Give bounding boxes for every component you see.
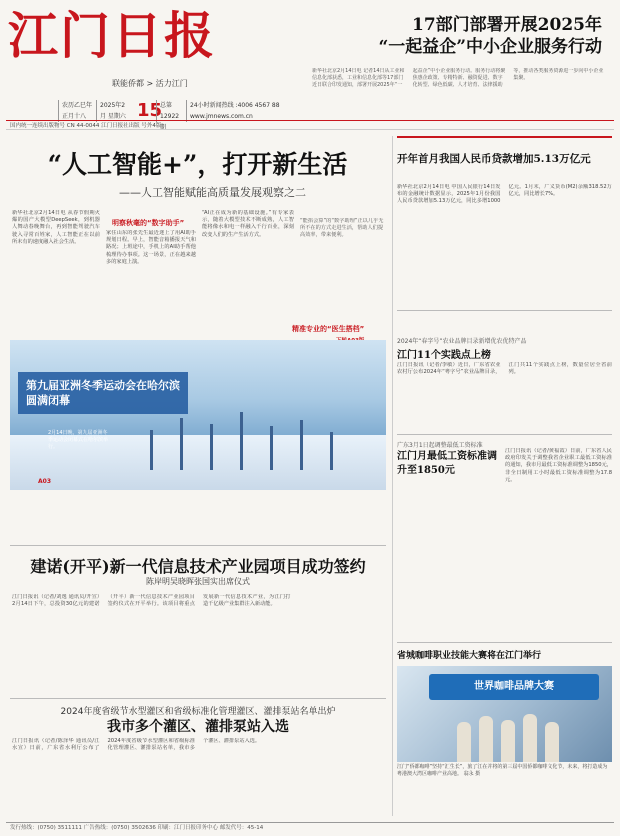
photo-page-tag: A03: [38, 478, 51, 485]
total-issue: 总第 12922期: [156, 100, 182, 122]
story2-headline[interactable]: 江门11个实践点上榜: [397, 350, 491, 361]
story2-body: 江门日报讯（记者/李敏）近日，广东省农业农村厅公布2024年“粤字号”农业品牌目录，江门共11个实践点上榜，数量位居全省前列。: [397, 362, 612, 376]
masthead-slogan: 联能侨都 > 活力江门: [112, 79, 188, 88]
main-story-col2: 家住山东的张先生最近迷上了用AI助手规划日程。早上，智能音箱播报天气和路况；上班途中，手机上的AI助手帮他梳理待办事项。这一场景，正在越来越多的家庭上演。: [106, 230, 196, 265]
lunar-date: 农历乙巳年 正月十八: [58, 100, 92, 122]
section-title-b: 精准专业的“医生搭档”: [292, 325, 365, 333]
masthead: [8, 6, 238, 86]
section-title-a: 明察秋毫的“数字助手”: [112, 219, 185, 227]
story1-body: 新华社北京2月14日电 中国人民银行14日发布的金融统计数据显示，2025年1月份我国人民币贷款增加5.13万亿元，同比多增1000亿元。1月末，广义货币(M2)余额318.52万亿元，同比增长7%。: [397, 184, 612, 205]
photo-caption: 2月14日晚，第九届亚洲冬季运动会闭幕式在哈尔滨举行。: [48, 430, 109, 450]
story3-kicker: 广东3月1日起调整最低工资标准: [397, 442, 483, 449]
story2-kicker: 2024年“春字号”农业品牌目录新增优农优特产品: [397, 338, 527, 345]
bottom-story-headline[interactable]: 我市多个灌区、灌排泵站入选: [107, 719, 289, 735]
coffee-photo-caption: 江门“侨都咖啡”坚持“汇生长”，旅了江在并将的第三届中国侨都咖啡文化节，未来，将打造成为粤港澳大湾区咖啡产业高地。 翁永 摄: [397, 764, 608, 777]
mid-story-headline[interactable]: 建诺(开平)新一代信息技术产业园项目成功签约: [30, 557, 366, 576]
top-headline-line2: “一起益企”中小企业服务行动: [378, 37, 602, 57]
asian-winter-games-photo: [10, 340, 386, 490]
mid-story-body: 江门日报讯（记者/刘逸 通讯员/开宣）2月14日下午，总投资30亿元的建诺（开平）新一代信息技术产业园项目签约仪式在开平举行。该项目将重点发展新一代信息技术产业，为江门打造千亿级产业集群注入新动能。: [12, 594, 291, 608]
main-story-headline[interactable]: “人工智能+”，打开新生活: [47, 150, 348, 179]
main-story-quote: “能掐会算”的“数字助理”正以几乎无所不在的方式走进生活，帮助人们提高效率，带来便利。: [300, 218, 384, 239]
issue-date: 2025年2月 星期六: [96, 100, 130, 122]
page-footer: 发行热线：(0750) 3511111 广告热线：(0750) 3502636 印刷：江门日报印务中心 邮发代号：45-14: [6, 822, 614, 832]
top-story-headline[interactable]: [282, 14, 602, 58]
publication-info-bar: 国内统一连续出版物号 CN 44-0044 江门日报社出版 号外4版: [6, 120, 614, 130]
coffee-competition-photo: [397, 666, 612, 762]
bottom-story-body: 江门日报讯（记者/陈泽华 通讯员/江水宣）日前，广东省水利厅公布了2024年度省级节水型灌区和省级标准化管理灌区、灌排泵站名单，我市多个灌区、灌排泵站入选。: [12, 738, 261, 752]
story3-headline[interactable]: 江门月最低工资标准调升至1850元: [397, 451, 497, 476]
photo-headline-label[interactable]: 第九届亚洲冬季运动会在哈尔滨圆满闭幕: [18, 372, 188, 414]
main-story-subhead: ——人工智能赋能高质量发展观察之二: [119, 186, 306, 199]
main-story-col1: 新华社北京2月14日电 从春节假期火爆的国产大模型DeepSeek，到机器人舞动春晚舞台，再到智能驾驶汽车驶入寻常百姓家，人工智能正在以前所未有的速度融入社会生活。: [12, 210, 100, 245]
mid-story-subhead: 陈岸明吴晓晖张国实出席仪式: [146, 577, 250, 586]
story3-body: 江门日报讯（记者/黄福霞）日前，广东省人民政府印发关于调整我省企业职工最低工资标准的通知，我市月最低工资标准调整为1850元，非全日制用工小时最低工资标准调整为17.8元。: [505, 448, 612, 483]
top-story-body: 新华社北京2月14日电 记者14日从工业和信息化部获悉，工业和信息化部等17部门近日联合印发通知，部署开展2025年“一起益企”中小企业服务行动。服务行动将聚焦惠企政策、专精特新、融资促进、数字化转型、绿色低碳、人才培育、法律援助等，推动各类服务资源进一步向中小企业集聚。: [312, 68, 604, 88]
newspaper-logo: 江门日报: [8, 6, 216, 65]
main-story-col3: “AI正在成为新的基础设施。”有专家表示，随着大模型技术不断成熟，人工智能将像水和电一样融入千行百业，深刻改变人们的生产生活方式。: [202, 210, 294, 238]
story4-headline[interactable]: 省城咖啡职业技能大赛将在江门举行: [397, 651, 542, 661]
column-divider: [392, 136, 393, 816]
top-headline-line1: 17部门部署开展2025年: [412, 15, 602, 35]
hotline: 24小时新闻热线 :4006 4567 88 www.jmnews.com.cn: [186, 100, 286, 122]
bottom-story-kicker: 2024年度省级节水型灌区和省级标准化管理灌区、灌排泵站名单出炉: [60, 707, 336, 717]
photo-banner: 世界咖啡品牌大赛: [429, 674, 599, 700]
issue-number: 15: [137, 100, 163, 121]
story1-headline[interactable]: 开年首月我国人民币贷款增加5.13万亿元: [397, 153, 591, 165]
